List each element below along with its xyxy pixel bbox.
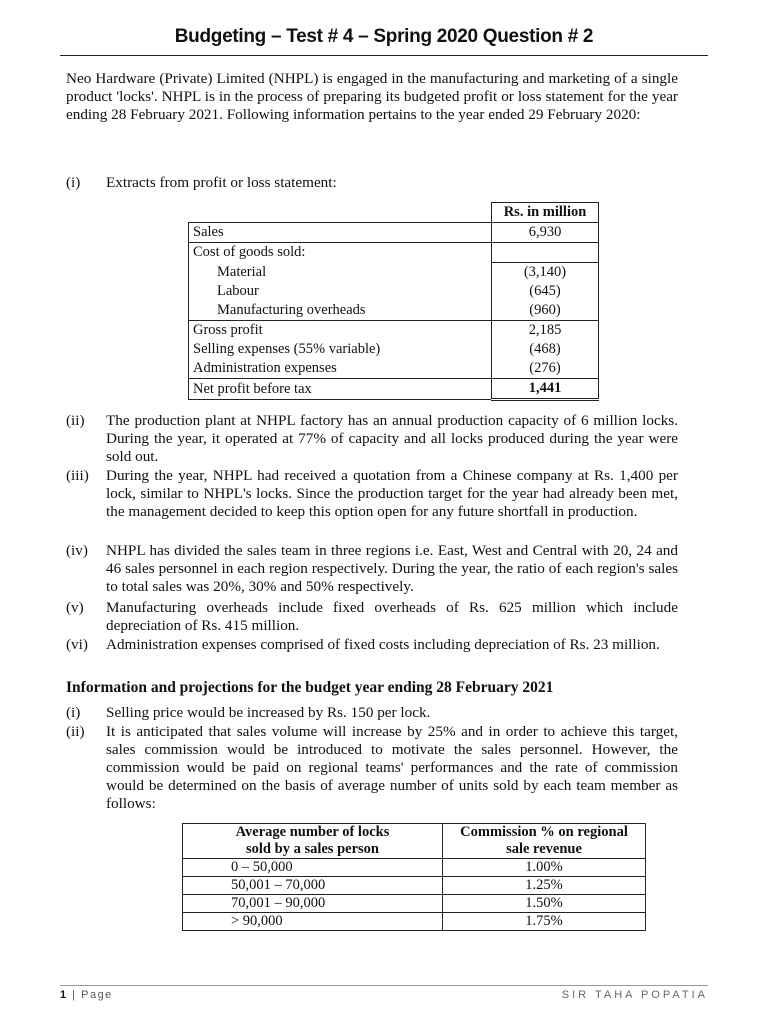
page-title: Budgeting – Test # 4 – Spring 2020 Question # 2	[174, 26, 594, 47]
item-text: The production plant at NHPL factory has an annual production capacity of 6 million locks. During the year, it operated at 77% of capacity and all locks produced during the year were sold out.	[106, 412, 678, 465]
table-row	[189, 263, 599, 283]
item-text: Selling price would be increased by Rs. 150 per lock.	[106, 704, 431, 721]
row-label: Administration expenses	[189, 359, 492, 379]
table-row	[189, 243, 599, 263]
author-footer: SIR TAHA POPATIA	[561, 989, 708, 1001]
page-label: Page	[81, 989, 113, 1001]
header-line: Average number of locks	[235, 824, 390, 840]
row-value	[492, 243, 599, 263]
item-number: (ii)	[66, 412, 85, 429]
item-number: (iii)	[66, 467, 89, 484]
table-row	[189, 223, 599, 243]
column-header: Rs. in million	[492, 203, 599, 223]
row-label: Material	[189, 263, 492, 283]
item-text: NHPL has divided the sales team in three regions i.e. East, West and Central with 20, 24 and 46 sales personnel in each region respectively. During the year, the ratio of each region's sales to total sales was 20%, 30% and 50% respectively.	[106, 542, 678, 595]
range-cell: 70,001 – 90,000	[183, 895, 443, 913]
table-row	[189, 359, 599, 379]
list-item	[66, 704, 678, 722]
rate-cell: 1.50%	[443, 895, 646, 913]
list-item	[66, 542, 678, 596]
item-text: Administration expenses comprised of fixed costs including depreciation of Rs. 23 million.	[106, 636, 660, 653]
table-row	[183, 877, 646, 895]
row-label: Sales	[189, 223, 492, 243]
list-item	[66, 599, 678, 635]
table-row	[183, 895, 646, 913]
row-value: (3,140)	[492, 263, 599, 283]
rate-cell: 1.00%	[443, 859, 646, 877]
row-value: (960)	[492, 301, 599, 321]
table-row	[183, 913, 646, 931]
commission-table	[182, 823, 646, 931]
row-value: (468)	[492, 340, 599, 359]
range-cell: > 90,000	[183, 913, 443, 931]
table-row	[189, 282, 599, 301]
row-value: 1,441	[492, 379, 599, 400]
row-value: 6,930	[492, 223, 599, 243]
row-value: 2,185	[492, 321, 599, 341]
table-row	[189, 321, 599, 341]
rate-cell: 1.75%	[443, 913, 646, 931]
list-item	[66, 467, 678, 521]
header-line: sold by a sales person	[246, 841, 379, 857]
item-text: Manufacturing overheads include fixed overheads of Rs. 625 million which include depreciation of Rs. 415 million.	[106, 599, 678, 634]
header-line: Commission % on regional	[460, 824, 628, 840]
list-item	[66, 636, 678, 654]
list-item	[66, 412, 678, 466]
item-number: (vi)	[66, 636, 88, 653]
row-value: (276)	[492, 359, 599, 379]
item-text: During the year, NHPL had received a quotation from a Chinese company at Rs. 1,400 per lock, similar to NHPL's locks. Since the production target for the year had already been met, the management decided to keep this option open for any future shortfall in production.	[106, 467, 678, 520]
table-row	[183, 859, 646, 877]
item-text: It is anticipated that sales volume will increase by 25% and in order to achieve this target, sales commission would be introduced to motivate the sales personnel. However, the commission would be paid on regional teams' performances and the rate of commission would be determined on the basis of average number of units sold by each team member as follows:	[106, 723, 678, 812]
item-number: (i)	[66, 704, 81, 721]
table-row	[189, 340, 599, 359]
title-rule	[60, 55, 708, 56]
profit-loss-table	[188, 202, 599, 401]
page-number-value: 1	[60, 989, 68, 1001]
footer-rule	[60, 985, 708, 986]
row-value: (645)	[492, 282, 599, 301]
row-label: Labour	[189, 282, 492, 301]
item-number: (v)	[66, 599, 84, 616]
range-cell: 50,001 – 70,000	[183, 877, 443, 895]
row-label: Gross profit	[189, 321, 492, 341]
section-heading: Information and projections for the budget year ending 28 February 2021	[66, 679, 554, 696]
row-label: Cost of goods sold:	[189, 243, 492, 263]
column-header	[183, 824, 443, 859]
table-row	[189, 379, 599, 400]
rate-cell: 1.25%	[443, 877, 646, 895]
row-label: Net profit before tax	[189, 379, 492, 400]
column-header	[443, 824, 646, 859]
row-label: Selling expenses (55% variable)	[189, 340, 492, 359]
item-number: (iv)	[66, 542, 88, 559]
range-cell: 0 – 50,000	[183, 859, 443, 877]
table-row	[189, 301, 599, 321]
item-number: (ii)	[66, 723, 85, 740]
list-item	[66, 723, 678, 813]
page-number: 1 | Page	[60, 989, 113, 1001]
header-line: sale revenue	[506, 841, 582, 857]
row-label: Manufacturing overheads	[189, 301, 492, 321]
extract-label: Extracts from profit or loss statement:	[106, 174, 337, 191]
intro-paragraph: Neo Hardware (Private) Limited (NHPL) is engaged in the manufacturing and marketing of a single product 'locks'. NHPL is in the process of preparing its budgeted profit or loss statement for the year ending 28 February 2021. Following information pertains to the year ended 29 February 2020:	[66, 70, 678, 123]
item-number: (i)	[66, 174, 81, 191]
